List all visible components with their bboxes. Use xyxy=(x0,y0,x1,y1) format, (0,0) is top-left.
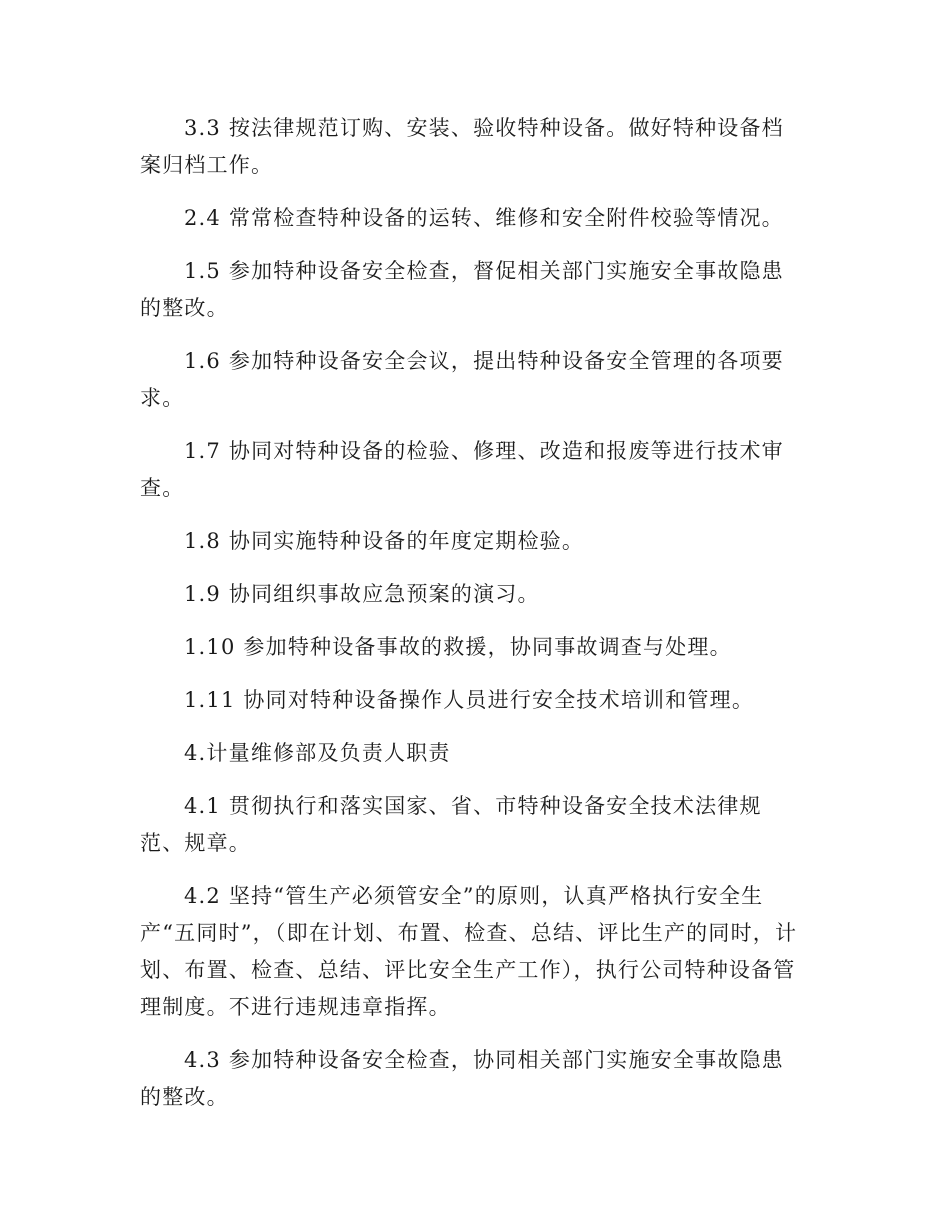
paragraph-1-11: 1.11 协同对特种设备操作人员进行安全技术培训和管理。 xyxy=(184,688,755,712)
paragraph-4-3: 4.3 参加特种设备安全检查，协同相关部门实施安全事故隐患的整改。 xyxy=(140,1048,784,1109)
paragraph-1-9: 1.9 协同组织事故应急预案的演习。 xyxy=(184,582,540,606)
paragraph-2-4: 2.4 常常检查特种设备的运转、维修和安全附件校验等情况。 xyxy=(184,206,784,230)
paragraph-4-2: 4.2 坚持“管生产必须管安全”的原则，认真严格执行安全生产“五同时”，（即在计划、布置、检查、总结、评比生产的同时，计划、布置、检查、总结、评比安全生产工作），执行公司特种设备管理制度。不进行违规违章指挥。 xyxy=(140,884,798,1019)
paragraph-1-7: 1.7 协同对特种设备的检验、修理、改造和报废等进行技术审查。 xyxy=(140,439,784,500)
document-body xyxy=(140,110,800,1132)
paragraph-4-1: 4.1 贯彻执行和落实国家、省、市特种设备安全技术法律规范、规章。 xyxy=(140,794,762,855)
paragraph-1-10: 1.10 参加特种设备事故的救援，协同事故调查与处理。 xyxy=(184,635,732,659)
paragraph-3-3: 3.3 按法律规范订购、安装、验收特种设备。做好特种设备档案归档工作。 xyxy=(140,116,784,177)
paragraph-1-8: 1.8 协同实施特种设备的年度定期检验。 xyxy=(184,529,585,553)
section-heading-4: 4.计量维修部及负责人职责 xyxy=(184,741,451,765)
paragraph-1-6: 1.6 参加特种设备安全会议，提出特种设备安全管理的各项要求。 xyxy=(140,349,784,410)
paragraph-1-5: 1.5 参加特种设备安全检查，督促相关部门实施安全事故隐患的整改。 xyxy=(140,259,784,320)
